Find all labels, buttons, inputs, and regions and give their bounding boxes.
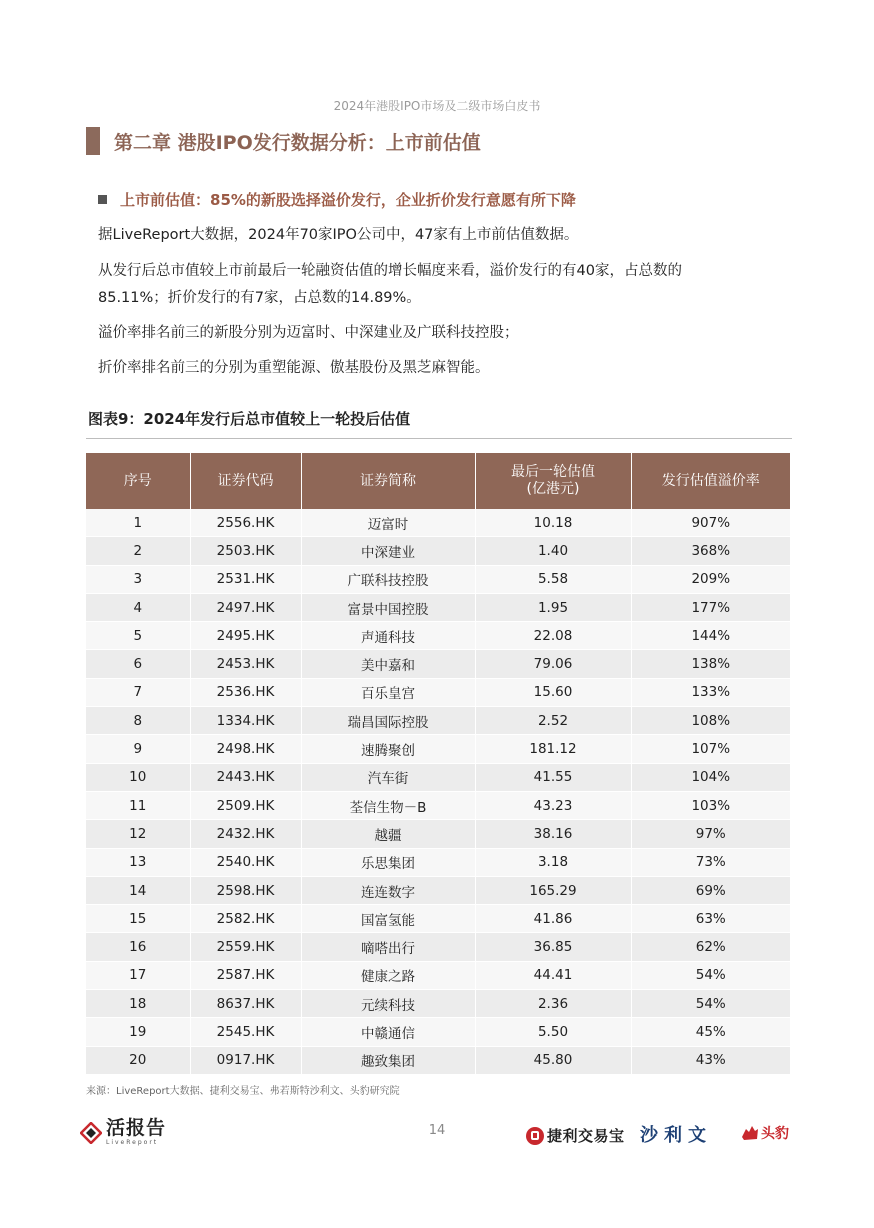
jieli-logo bbox=[526, 1125, 625, 1146]
chapter-heading bbox=[86, 127, 481, 155]
cell-index: 2 bbox=[86, 537, 190, 565]
table-row bbox=[86, 565, 790, 593]
cell-premium: 907% bbox=[631, 509, 790, 537]
table-row bbox=[86, 735, 790, 763]
cell-code: 2495.HK bbox=[190, 622, 301, 650]
cell-code: 2536.HK bbox=[190, 678, 301, 706]
cell-code: 2556.HK bbox=[190, 509, 301, 537]
cell-code: 2540.HK bbox=[190, 848, 301, 876]
table-row bbox=[86, 509, 790, 537]
cell-valuation: 1.40 bbox=[475, 537, 631, 565]
cell-code: 2582.HK bbox=[190, 905, 301, 933]
bullet-square-icon bbox=[98, 195, 107, 204]
cell-index: 11 bbox=[86, 791, 190, 819]
cell-index: 13 bbox=[86, 848, 190, 876]
table-row bbox=[86, 905, 790, 933]
running-header: 2024年港股IPO市场及二级市场白皮书 bbox=[333, 99, 541, 113]
chapter-title: 第二章 港股IPO发行数据分析：上市前估值 bbox=[114, 131, 481, 154]
cell-index: 17 bbox=[86, 961, 190, 989]
figure-title: 图表9：2024年发行后总市值较上一轮投后估值 bbox=[88, 410, 411, 428]
cell-premium: 45% bbox=[631, 1018, 790, 1046]
cell-name: 趣致集团 bbox=[301, 1046, 475, 1074]
col-header-valuation bbox=[475, 453, 631, 509]
cell-name: 美中嘉和 bbox=[301, 650, 475, 678]
cell-premium: 368% bbox=[631, 537, 790, 565]
cell-code: 2443.HK bbox=[190, 763, 301, 791]
cell-premium: 177% bbox=[631, 593, 790, 621]
cell-name: 荃信生物－B bbox=[301, 791, 475, 819]
cell-code: 0917.HK bbox=[190, 1046, 301, 1074]
cell-valuation: 41.55 bbox=[475, 763, 631, 791]
page-number: 14 bbox=[428, 1123, 446, 1138]
table-row bbox=[86, 622, 790, 650]
col-header-valuation-unit: (亿港元) bbox=[526, 481, 580, 497]
cell-valuation: 45.80 bbox=[475, 1046, 631, 1074]
cell-premium: 62% bbox=[631, 933, 790, 961]
cell-premium: 133% bbox=[631, 678, 790, 706]
table-row bbox=[86, 1018, 790, 1046]
cell-valuation: 10.18 bbox=[475, 509, 631, 537]
toubao-logo-text: 头豹 bbox=[761, 1126, 789, 1142]
table-row bbox=[86, 1046, 790, 1074]
cell-name: 百乐皇宫 bbox=[301, 678, 475, 706]
col-header-name: 证券简称 bbox=[301, 453, 475, 509]
paragraph-2: 从发行后总市值较上市前最后一轮融资估值的增长幅度来看，溢价发行的有40家，占总数的 bbox=[98, 263, 682, 279]
frost-sullivan-logo bbox=[640, 1121, 712, 1147]
cell-index: 19 bbox=[86, 1018, 190, 1046]
cell-premium: 54% bbox=[631, 990, 790, 1018]
cell-premium: 107% bbox=[631, 735, 790, 763]
cell-index: 14 bbox=[86, 876, 190, 904]
valuation-table bbox=[86, 453, 790, 1075]
cell-index: 4 bbox=[86, 593, 190, 621]
table-row bbox=[86, 650, 790, 678]
cell-index: 6 bbox=[86, 650, 190, 678]
liveport-logo-en: LiveReport bbox=[106, 1139, 159, 1146]
frost-sullivan-logo-text: 沙利文 bbox=[640, 1125, 712, 1146]
cell-premium: 209% bbox=[631, 565, 790, 593]
cell-premium: 103% bbox=[631, 791, 790, 819]
cell-name: 速腾聚创 bbox=[301, 735, 475, 763]
cell-code: 2509.HK bbox=[190, 791, 301, 819]
paragraph-1: 据LiveReport大数据，2024年70家IPO公司中，47家有上市前估值数据。 bbox=[98, 227, 579, 243]
cell-name: 瑞昌国际控股 bbox=[301, 707, 475, 735]
cell-name: 富景中国控股 bbox=[301, 593, 475, 621]
cell-index: 18 bbox=[86, 990, 190, 1018]
cell-index: 7 bbox=[86, 678, 190, 706]
cell-valuation: 5.50 bbox=[475, 1018, 631, 1046]
cell-valuation: 44.41 bbox=[475, 961, 631, 989]
jieli-logo-icon bbox=[526, 1127, 544, 1145]
table-row bbox=[86, 848, 790, 876]
cell-premium: 138% bbox=[631, 650, 790, 678]
cell-valuation: 38.16 bbox=[475, 820, 631, 848]
cell-valuation: 181.12 bbox=[475, 735, 631, 763]
cell-name: 广联科技控股 bbox=[301, 565, 475, 593]
cell-premium: 63% bbox=[631, 905, 790, 933]
paragraph-4: 折价率排名前三的分别为重塑能源、傲基股份及黑芝麻智能。 bbox=[98, 360, 490, 376]
cell-valuation: 165.29 bbox=[475, 876, 631, 904]
cell-premium: 73% bbox=[631, 848, 790, 876]
table-header-row bbox=[86, 453, 790, 509]
cell-index: 10 bbox=[86, 763, 190, 791]
cell-name: 声通科技 bbox=[301, 622, 475, 650]
cell-valuation: 1.95 bbox=[475, 593, 631, 621]
cell-valuation: 43.23 bbox=[475, 791, 631, 819]
col-header-code: 证券代码 bbox=[190, 453, 301, 509]
cell-valuation: 5.58 bbox=[475, 565, 631, 593]
cell-code: 2497.HK bbox=[190, 593, 301, 621]
cell-index: 1 bbox=[86, 509, 190, 537]
table-row bbox=[86, 933, 790, 961]
cell-code: 1334.HK bbox=[190, 707, 301, 735]
cell-code: 2598.HK bbox=[190, 876, 301, 904]
paragraph-3: 溢价率排名前三的新股分别为迈富时、中深建业及广联科技控股； bbox=[98, 325, 519, 341]
cell-code: 2498.HK bbox=[190, 735, 301, 763]
cell-premium: 104% bbox=[631, 763, 790, 791]
cell-valuation: 22.08 bbox=[475, 622, 631, 650]
col-header-index: 序号 bbox=[86, 453, 190, 509]
cell-code: 2503.HK bbox=[190, 537, 301, 565]
table-row bbox=[86, 537, 790, 565]
cell-premium: 54% bbox=[631, 961, 790, 989]
table-row bbox=[86, 707, 790, 735]
cell-index: 8 bbox=[86, 707, 190, 735]
paragraph-2-cont: 85.11%；折价发行的有7家，占总数的14.89%。 bbox=[98, 290, 421, 306]
cell-index: 15 bbox=[86, 905, 190, 933]
cell-code: 2545.HK bbox=[190, 1018, 301, 1046]
cell-premium: 69% bbox=[631, 876, 790, 904]
cell-name: 元续科技 bbox=[301, 990, 475, 1018]
table-row bbox=[86, 820, 790, 848]
cell-valuation: 41.86 bbox=[475, 905, 631, 933]
cell-premium: 108% bbox=[631, 707, 790, 735]
table-row bbox=[86, 791, 790, 819]
cell-valuation: 3.18 bbox=[475, 848, 631, 876]
col-header-valuation-label: 最后一轮估值 bbox=[511, 464, 595, 480]
cell-code: 2531.HK bbox=[190, 565, 301, 593]
cell-name: 国富氢能 bbox=[301, 905, 475, 933]
cell-name: 汽车街 bbox=[301, 763, 475, 791]
section-heading-text: 上市前估值：85%的新股选择溢价发行，企业折价发行意愿有所下降 bbox=[120, 191, 576, 209]
cell-name: 中赣通信 bbox=[301, 1018, 475, 1046]
table-row bbox=[86, 961, 790, 989]
cell-premium: 43% bbox=[631, 1046, 790, 1074]
cell-valuation: 36.85 bbox=[475, 933, 631, 961]
cell-index: 16 bbox=[86, 933, 190, 961]
cell-name: 健康之路 bbox=[301, 961, 475, 989]
cell-code: 2453.HK bbox=[190, 650, 301, 678]
cell-code: 2559.HK bbox=[190, 933, 301, 961]
section-heading bbox=[98, 189, 576, 210]
cell-name: 中深建业 bbox=[301, 537, 475, 565]
cell-premium: 144% bbox=[631, 622, 790, 650]
table-row bbox=[86, 763, 790, 791]
cell-code: 8637.HK bbox=[190, 990, 301, 1018]
liveport-logo-text: 活报告 bbox=[106, 1117, 167, 1139]
cell-code: 2587.HK bbox=[190, 961, 301, 989]
table-row bbox=[86, 876, 790, 904]
cell-name: 嘀嗒出行 bbox=[301, 933, 475, 961]
cell-code: 2432.HK bbox=[190, 820, 301, 848]
cell-index: 9 bbox=[86, 735, 190, 763]
table-row bbox=[86, 990, 790, 1018]
cell-name: 迈富时 bbox=[301, 509, 475, 537]
cell-index: 5 bbox=[86, 622, 190, 650]
cell-valuation: 15.60 bbox=[475, 678, 631, 706]
cell-index: 12 bbox=[86, 820, 190, 848]
source-note: 来源：LiveReport大数据、捷利交易宝、弗若斯特沙利文、头豹研究院 bbox=[86, 1086, 400, 1097]
cell-name: 乐思集团 bbox=[301, 848, 475, 876]
table-row bbox=[86, 593, 790, 621]
figure-divider bbox=[86, 438, 792, 439]
cell-valuation: 2.36 bbox=[475, 990, 631, 1018]
chapter-bar bbox=[86, 127, 100, 155]
cell-index: 3 bbox=[86, 565, 190, 593]
table-body bbox=[86, 509, 790, 1074]
cell-name: 连连数字 bbox=[301, 876, 475, 904]
col-header-premium: 发行估值溢价率 bbox=[631, 453, 790, 509]
cell-valuation: 79.06 bbox=[475, 650, 631, 678]
cell-premium: 97% bbox=[631, 820, 790, 848]
leopard-icon bbox=[740, 1123, 760, 1143]
jieli-logo-text: 捷利交易宝 bbox=[547, 1127, 625, 1145]
table-row bbox=[86, 678, 790, 706]
cell-index: 20 bbox=[86, 1046, 190, 1074]
toubao-logo bbox=[740, 1123, 789, 1143]
cell-valuation: 2.52 bbox=[475, 707, 631, 735]
cell-name: 越疆 bbox=[301, 820, 475, 848]
